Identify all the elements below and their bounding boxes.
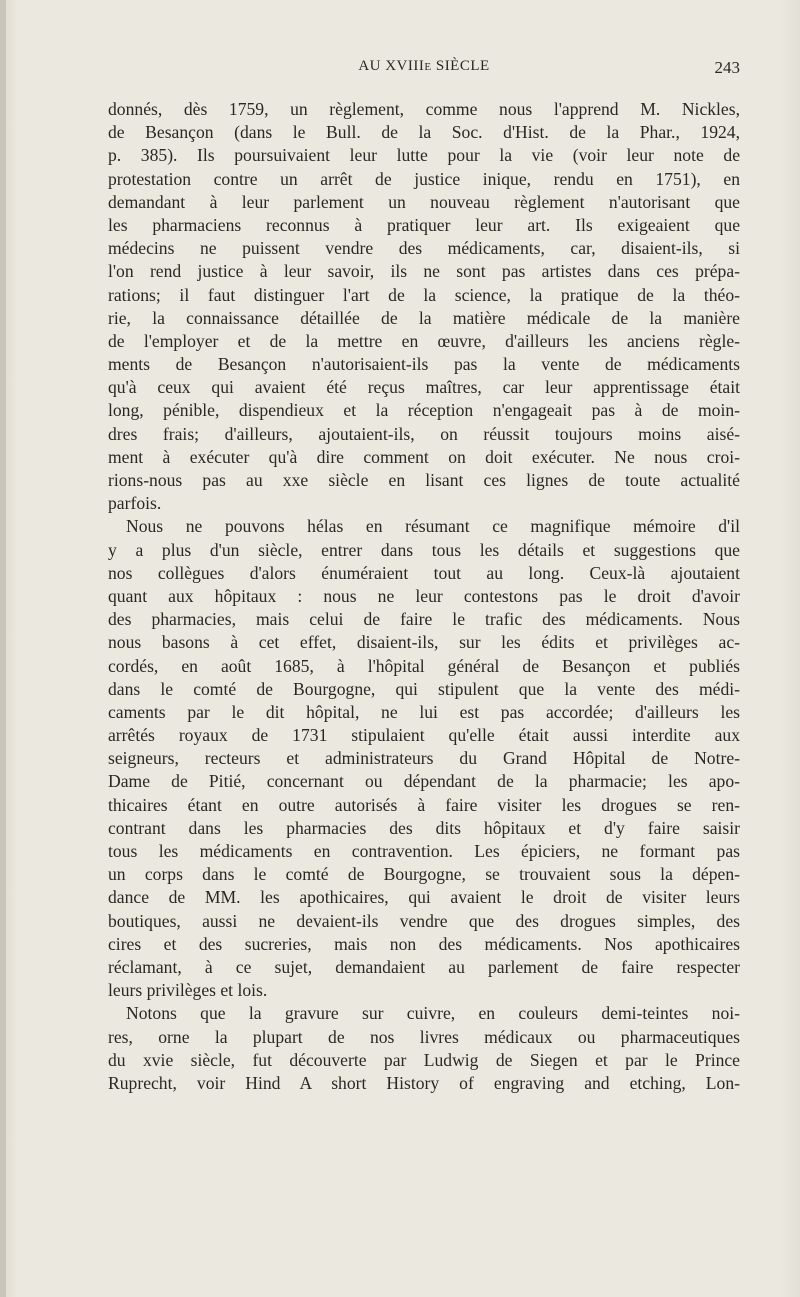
text-line: leurs privilèges et lois. bbox=[108, 980, 268, 1001]
text-line: quant aux hôpitaux : nous ne leur contestons pas le droit d'avoir bbox=[108, 585, 740, 606]
text-line: du xvie siècle, fut découverte par Ludwig de Siegen et par le Prince bbox=[108, 1049, 740, 1070]
text-line: médecins ne puissent vendre des médicaments, car, disaient-ils, si bbox=[108, 238, 740, 259]
text-line: nous basons à cet effet, disaient-ils, sur les édits et privilèges ac- bbox=[108, 632, 740, 653]
text-line: caments par le dit hôpital, ne lui est pas accordée; d'ailleurs les bbox=[108, 701, 740, 722]
text-line: donnés, dès 1759, un règlement, comme nous l'apprend M. Nickles, bbox=[108, 99, 740, 119]
text-line: nos collègues d'alors énuméraient tout au long. Ceux-là ajoutaient bbox=[108, 562, 740, 583]
page-header bbox=[108, 58, 740, 82]
text-line: rions-nous pas au xxe siècle en lisant ces lignes de toute actualité bbox=[108, 470, 740, 490]
text-line: boutiques, aussi ne devaient-ils vendre que des drogues simples, des bbox=[108, 910, 740, 931]
text-line: dance de MM. les apothicaires, qui avaient le droit de visiter leurs bbox=[108, 887, 740, 908]
text-line: res, orne la plupart de nos livres médicaux ou pharmaceutiques bbox=[108, 1026, 740, 1047]
text-line: Ruprecht, voir Hind A short History of engraving and etching, Lon- bbox=[108, 1072, 740, 1093]
text-line: cordés, en août 1685, à l'hôpital général de Besançon et publiés bbox=[108, 655, 740, 676]
text-line: de Besançon (dans le Bull. de la Soc. d'Hist. de la Phar., 1924, bbox=[108, 122, 740, 143]
text-line: l'on rend justice à leur savoir, ils ne sont pas artistes dans ces prépa- bbox=[108, 261, 740, 282]
running-title: AU XVIIIe SIÈCLE bbox=[358, 58, 490, 74]
text-line: y a plus d'un siècle, entrer dans tous les détails et suggestions que bbox=[108, 539, 740, 560]
text-line: de l'employer et de la mettre en œuvre, d'ailleurs les anciens règle- bbox=[108, 330, 740, 351]
text-line: p. 385). Ils poursuivaient leur lutte pour la vie (voir leur note de bbox=[108, 145, 740, 166]
text-line: demandant à leur parlement un nouveau règlement n'autorisant que bbox=[108, 191, 740, 212]
text-line: les pharmaciens reconnus à pratiquer leur art. Ils exigeaient que bbox=[108, 214, 740, 235]
text-line: tous les médicaments en contravention. Les épiciers, ne formant pas bbox=[108, 841, 740, 861]
text-line: dans le comté de Bourgogne, qui stipulent que la vente des médi- bbox=[108, 678, 740, 699]
text-line: un corps dans le comté de Bourgogne, se trouvaient sous la dépen- bbox=[108, 864, 740, 885]
text-line: rations; il faut distinguer l'art de la science, la pratique de la théo- bbox=[108, 284, 740, 305]
text-line: protestation contre un arrêt de justice inique, rendu en 1751), en bbox=[108, 168, 740, 189]
text-line: ment à exécuter qu'à dire comment on doit exécuter. Ne nous croi- bbox=[108, 446, 740, 467]
text-line: rie, la connaissance détaillée de la matière médicale de la manière bbox=[108, 307, 740, 328]
text-line: Dame de Pitié, concernant ou dépendant de la pharmacie; les apo- bbox=[108, 771, 740, 792]
text-line: Nous ne pouvons hélas en résumant ce magnifique mémoire d'il bbox=[126, 516, 740, 537]
page-binding-edge bbox=[0, 0, 6, 1297]
text-line: long, pénible, dispendieux et la réception n'engageait pas à de moin- bbox=[108, 400, 740, 421]
text-line: arrêtés royaux de 1731 stipulaient qu'elle était aussi interdite aux bbox=[108, 725, 740, 746]
text-line: parfois. bbox=[108, 493, 162, 514]
text-line: qu'à ceux qui avaient été reçus maîtres, car leur apprentissage était bbox=[108, 377, 740, 398]
text-line: dres frais; d'ailleurs, ajoutaient-ils, on réussit toujours moins aisé- bbox=[108, 423, 740, 444]
text-line: seigneurs, recteurs et administrateurs du Grand Hôpital de Notre- bbox=[108, 748, 740, 769]
text-line: contrant dans les pharmacies des dits hôpitaux et d'y faire saisir bbox=[108, 817, 740, 838]
text-line: thicaires étant en outre autorisés à faire visiter les drogues se ren- bbox=[108, 794, 740, 815]
text-line: réclamant, à ce sujet, demandaient au parlement de faire respecter bbox=[108, 956, 740, 977]
text-line: des pharmacies, mais celui de faire le trafic des médicaments. Nous bbox=[108, 609, 740, 630]
page-number: 243 bbox=[714, 58, 740, 77]
text-line: Notons que la gravure sur cuivre, en couleurs demi-teintes noi- bbox=[126, 1003, 740, 1024]
text-line: ments de Besançon n'autorisaient-ils pas la vente de médicaments bbox=[108, 354, 740, 375]
body-text bbox=[108, 98, 740, 1095]
text-line: cires et des sucreries, mais non des médicaments. Nos apothicaires bbox=[108, 933, 740, 954]
